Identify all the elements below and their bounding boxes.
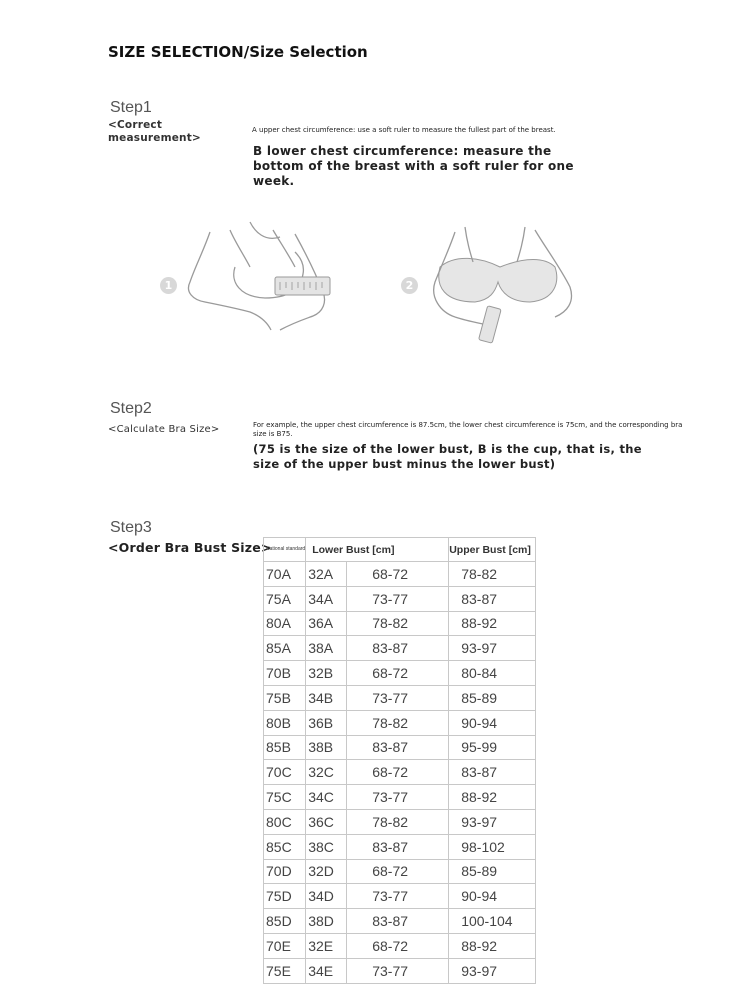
- table-row: [264, 735, 536, 760]
- cell-lower-bust: 68-72: [347, 562, 449, 587]
- header-upper-bust: Upper Bust [cm]: [449, 538, 536, 562]
- step2-label: Step2: [110, 400, 152, 417]
- cell-international: 34D: [306, 884, 347, 909]
- step2-subtitle: <Calculate Bra Size>: [108, 424, 220, 435]
- cell-international: 38D: [306, 909, 347, 934]
- header-national-standard: National standard: [264, 538, 306, 562]
- cell-upper-bust: 100-104: [449, 909, 536, 934]
- cell-lower-bust: 83-87: [347, 834, 449, 859]
- table-row: [264, 884, 536, 909]
- table-row: [264, 760, 536, 785]
- cell-national: 75B: [264, 685, 306, 710]
- cell-upper-bust: 80-84: [449, 661, 536, 686]
- cell-upper-bust: 85-89: [449, 859, 536, 884]
- cell-lower-bust: 73-77: [347, 884, 449, 909]
- cell-international: 32A: [306, 562, 347, 587]
- cell-national: 75D: [264, 884, 306, 909]
- table-row: [264, 785, 536, 810]
- page-title: SIZE SELECTION/Size Selection: [108, 43, 368, 61]
- step1-note-b: B lower chest circumference: measure the bottom of the breast with a soft ruler for one week.: [253, 144, 574, 188]
- cell-upper-bust: 88-92: [449, 933, 536, 958]
- cell-international: 34C: [306, 785, 347, 810]
- cell-upper-bust: 98-102: [449, 834, 536, 859]
- cell-upper-bust: 95-99: [449, 735, 536, 760]
- cell-lower-bust: 78-82: [347, 710, 449, 735]
- table-row: [264, 834, 536, 859]
- cell-international: 34B: [306, 685, 347, 710]
- cell-international: 36B: [306, 710, 347, 735]
- table-row: [264, 685, 536, 710]
- cell-international: 32C: [306, 760, 347, 785]
- table-row: [264, 611, 536, 636]
- cell-national: 75A: [264, 586, 306, 611]
- cell-international: 38B: [306, 735, 347, 760]
- table-row: [264, 562, 536, 587]
- cell-lower-bust: 73-77: [347, 586, 449, 611]
- cell-upper-bust: 88-92: [449, 611, 536, 636]
- cell-lower-bust: 83-87: [347, 909, 449, 934]
- cell-lower-bust: 73-77: [347, 785, 449, 810]
- cell-upper-bust: 90-94: [449, 884, 536, 909]
- cell-national: 70C: [264, 760, 306, 785]
- cell-international: 32E: [306, 933, 347, 958]
- table-row: [264, 710, 536, 735]
- measurement-illustration-upper: [155, 212, 345, 347]
- step3-subtitle: <Order Bra Bust Size>: [108, 540, 272, 555]
- table-row: [264, 809, 536, 834]
- cell-lower-bust: 68-72: [347, 933, 449, 958]
- cell-lower-bust: 73-77: [347, 958, 449, 983]
- cell-national: 70E: [264, 933, 306, 958]
- measurement-illustration-lower: [395, 212, 595, 347]
- cell-national: 70B: [264, 661, 306, 686]
- table-row: [264, 586, 536, 611]
- cell-upper-bust: 93-97: [449, 958, 536, 983]
- size-table: [263, 537, 536, 984]
- cell-lower-bust: 68-72: [347, 760, 449, 785]
- table-row: [264, 909, 536, 934]
- cell-lower-bust: 83-87: [347, 636, 449, 661]
- cell-national: 85D: [264, 909, 306, 934]
- cell-national: 75C: [264, 785, 306, 810]
- table-row: [264, 958, 536, 983]
- cell-lower-bust: 78-82: [347, 809, 449, 834]
- cell-national: 80A: [264, 611, 306, 636]
- table-row: [264, 636, 536, 661]
- cell-upper-bust: 83-87: [449, 760, 536, 785]
- cell-international: 32D: [306, 859, 347, 884]
- cell-national: 85B: [264, 735, 306, 760]
- cell-upper-bust: 93-97: [449, 636, 536, 661]
- cell-national: 70D: [264, 859, 306, 884]
- cell-lower-bust: 68-72: [347, 859, 449, 884]
- cell-lower-bust: 68-72: [347, 661, 449, 686]
- cell-upper-bust: 83-87: [449, 586, 536, 611]
- step2-example: For example, the upper chest circumference is 87.5cm, the lower chest circumference is 75cm, and the corresponding bra size is B75.: [253, 421, 683, 438]
- table-header-row: [264, 538, 536, 562]
- cell-national: 85C: [264, 834, 306, 859]
- cell-upper-bust: 93-97: [449, 809, 536, 834]
- step1-note-a: A upper chest circumference: use a soft ruler to measure the fullest part of the breast.: [252, 126, 556, 134]
- cell-upper-bust: 85-89: [449, 685, 536, 710]
- cell-national: 75E: [264, 958, 306, 983]
- step1-subtitle: <Correct measurement>: [108, 119, 201, 144]
- figure-number-2: 2: [401, 277, 418, 294]
- cell-international: 38C: [306, 834, 347, 859]
- cell-lower-bust: 73-77: [347, 685, 449, 710]
- cell-upper-bust: 88-92: [449, 785, 536, 810]
- step3-label: Step3: [110, 519, 152, 536]
- cell-national: 85A: [264, 636, 306, 661]
- cell-international: 34A: [306, 586, 347, 611]
- table-row: [264, 933, 536, 958]
- cell-national: 80B: [264, 710, 306, 735]
- cell-international: 34E: [306, 958, 347, 983]
- cell-international: 32B: [306, 661, 347, 686]
- cell-international: 38A: [306, 636, 347, 661]
- table-row: [264, 859, 536, 884]
- cell-international: 36C: [306, 809, 347, 834]
- step2-explanation: (75 is the size of the lower bust, B is the cup, that is, the size of the upper bust minus the lower bust): [253, 442, 642, 471]
- cell-lower-bust: 83-87: [347, 735, 449, 760]
- cell-national: 70A: [264, 562, 306, 587]
- cell-upper-bust: 90-94: [449, 710, 536, 735]
- cell-upper-bust: 78-82: [449, 562, 536, 587]
- header-lower-bust: Lower Bust [cm]: [306, 538, 449, 562]
- step1-label: Step1: [110, 99, 152, 116]
- table-row: [264, 661, 536, 686]
- cell-international: 36A: [306, 611, 347, 636]
- cell-national: 80C: [264, 809, 306, 834]
- figure-number-1: 1: [160, 277, 177, 294]
- cell-lower-bust: 78-82: [347, 611, 449, 636]
